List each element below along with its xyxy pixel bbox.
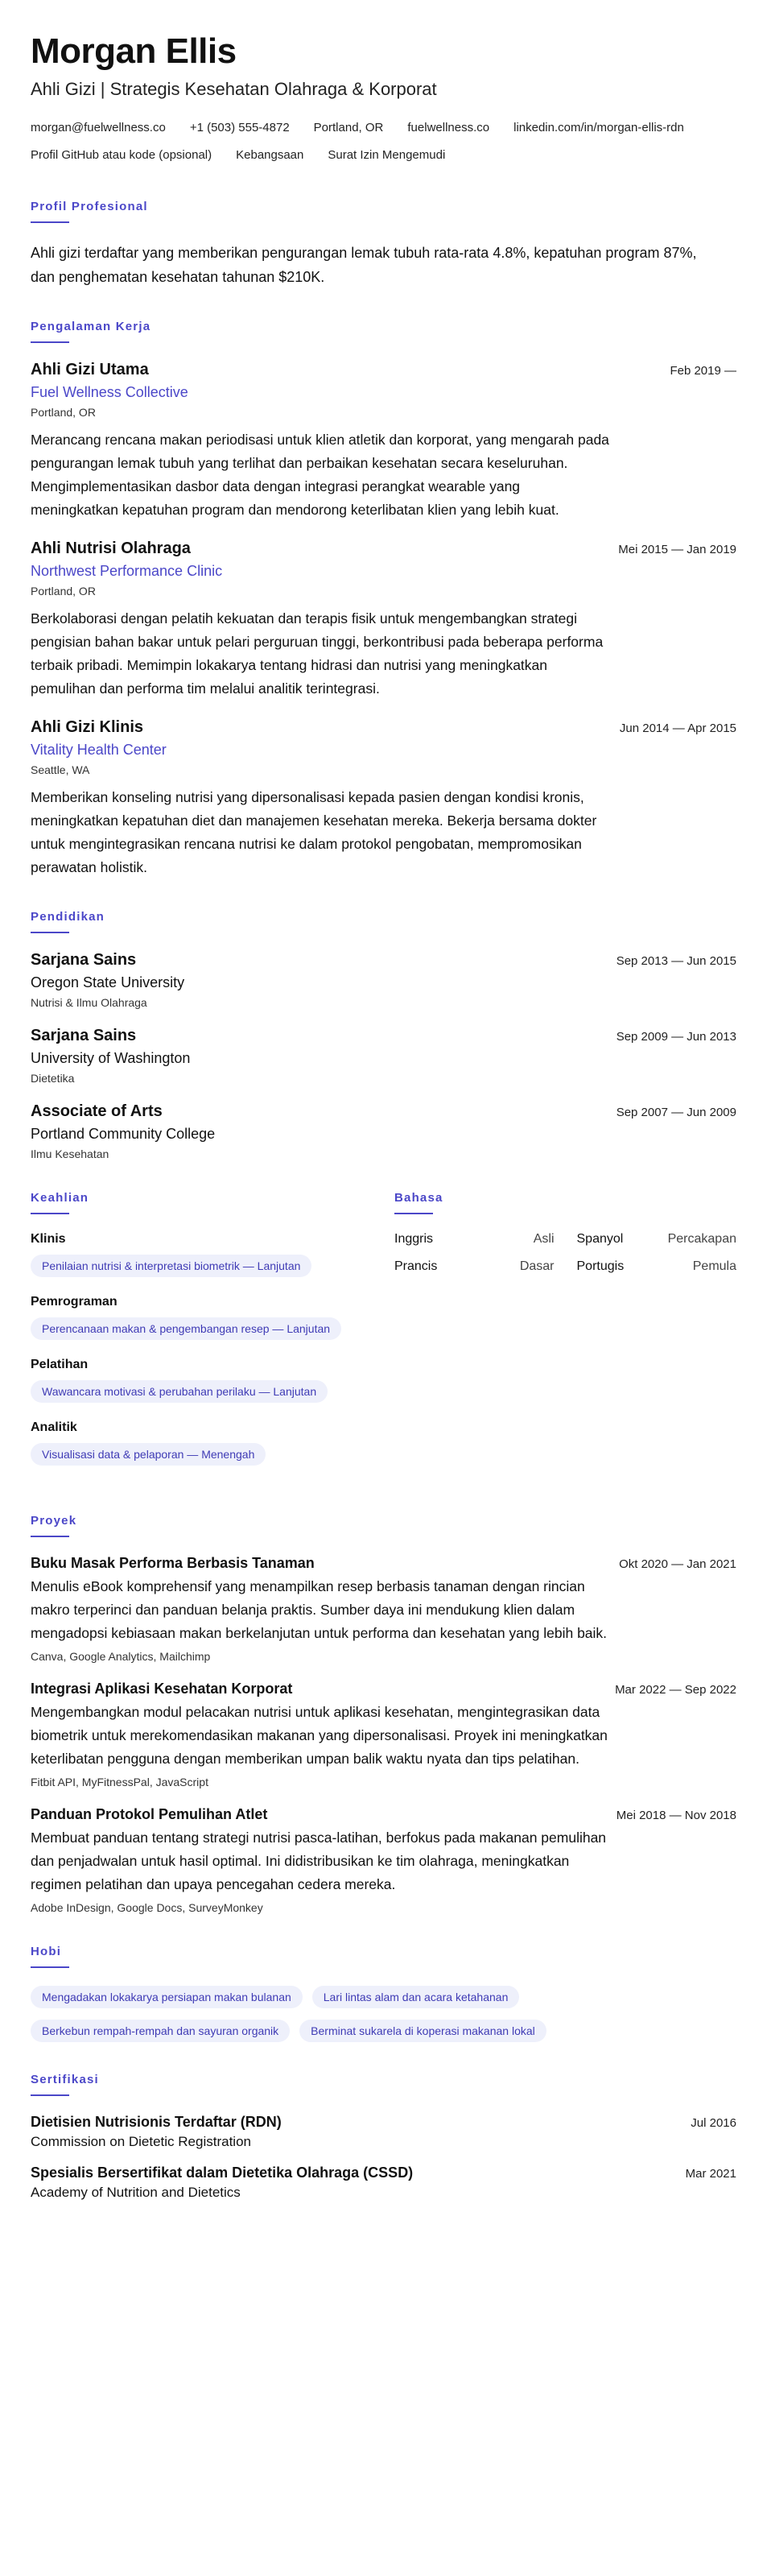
education-entry [31,951,736,1009]
section-skills-languages [31,1191,736,1483]
skill-group [31,1232,394,1277]
skill-tag: Penilaian nutrisi & interpretasi biometrik — Lanjutan [31,1255,311,1277]
section-hobbies [31,1945,736,2042]
section-title: Proyek [31,1514,77,1528]
skills-column [31,1191,394,1483]
hobby-tag: Mengadakan lokakarya persiapan makan bulanan [31,1986,303,2008]
project-name: Panduan Protokol Pemulihan Atlet [31,1806,268,1823]
job-date: Mei 2015 — Jan 2019 [618,543,736,557]
contact-email[interactable]: morgan@fuelwellness.co [31,121,166,135]
school-name: Portland Community College [31,1126,216,1143]
project-description: Menulis eBook komprehensif yang menampilkan resep berbasis tanaman dengan rincian makro terperinci dan panduan belanja praktis. Sumber daya ini mendukung klien dalam mengadopsi kebiasaan makan berkelanjutan untuk performa dan kesehatan yang lebih baik. [31,1578,608,1642]
section-divider [31,1213,69,1214]
education-date: Sep 2009 — Jun 2013 [616,1030,736,1044]
company-name: Fuel Wellness Collective [31,384,188,401]
section-title: Bahasa [394,1191,443,1205]
languages-column [394,1191,736,1483]
resume-header [31,32,736,169]
company-name: Vitality Health Center [31,742,167,759]
job-date: Jun 2014 — Apr 2015 [619,722,736,736]
skill-group-name: Analitik [31,1420,77,1435]
section-title: Pendidikan [31,910,105,924]
project-tech: Adobe InDesign, Google Docs, SurveyMonkey [31,1901,263,1915]
skill-tag: Visualisasi data & pelaporan — Menengah [31,1443,266,1466]
language-item [577,1259,737,1274]
language-name: Prancis [394,1259,438,1274]
job-title: Ahli Nutrisi Olahraga [31,540,191,558]
project-description: Membuat panduan tentang strategi nutrisi pasca-latihan, berfokus pada makanan pemulihan dan penjadwalan untuk hasil optimal. Ini didistribusikan ke tim olahraga, meningkatkan regimen pelatihan dan upaya pencegahan cedera mereka. [31,1830,607,1893]
section-divider [394,1213,433,1214]
job-title: Ahli Gizi Utama [31,361,149,379]
job-description: Merancang rencana makan periodisasi untuk klien atletik dan korporat, yang mengarah pada pengurangan lemak tubuh yang terlihat dan perbaikan kesehatan secara keseluruhan. Mengimplementasikan dasbor data dengan integrasi perangkat wearable yang meningkatkan kepatuhan program dan mendorong keterlibatan klien yang lebih kuat. [31,432,609,519]
section-experience [31,320,736,879]
skill-group-name: Klinis [31,1232,66,1247]
skill-group [31,1295,394,1340]
field-of-study: Ilmu Kesehatan [31,1147,109,1161]
certification-date: Jul 2016 [691,2116,736,2131]
project-tech: Fitbit API, MyFitnessPal, JavaScript [31,1776,208,1789]
project-tech: Canva, Google Analytics, Mailchimp [31,1650,211,1664]
skill-group-name: Pelatihan [31,1358,89,1372]
contact-license: Surat Izin Mengemudi [328,148,446,163]
skill-group [31,1358,394,1403]
language-item [577,1232,737,1247]
language-level: Dasar [519,1259,555,1274]
section-divider [31,341,69,343]
section-divider [31,1536,69,1537]
section-divider [31,932,69,933]
company-name: Northwest Performance Clinic [31,563,223,580]
language-level: Asli [533,1232,555,1247]
language-level: Pemula [692,1259,736,1274]
project-date: Mei 2018 — Nov 2018 [616,1809,736,1823]
project-entry [31,1555,736,1663]
skill-group-name: Pemrograman [31,1295,118,1309]
contact-website[interactable]: fuelwellness.co [407,121,490,135]
contact-github: Profil GitHub atau kode (opsional) [31,148,212,163]
job-title: Ahli Gizi Klinis [31,718,144,737]
section-title: Keahlian [31,1191,89,1205]
degree: Sarjana Sains [31,1027,137,1045]
section-title: Pengalaman Kerja [31,320,151,334]
project-date: Mar 2022 — Sep 2022 [615,1683,736,1697]
language-name: Portugis [576,1259,625,1274]
language-name: Spanyol [576,1232,624,1247]
job-description: Memberikan konseling nutrisi yang dipersonalisasi kepada pasien dengan kondisi kronis, meningkatkan kepatuhan diet dan manajemen kesehatan mereka. Bekerja bersama dokter untuk mengintegrasikan rencana nutrisi ke dalam protokol pengobatan, mempromosikan perawatan holistik. [31,789,597,876]
project-entry [31,1806,736,1914]
education-date: Sep 2007 — Jun 2009 [616,1106,736,1120]
language-list [394,1232,736,1274]
job-location: Portland, OR [31,585,96,598]
project-date: Okt 2020 — Jan 2021 [619,1557,736,1572]
certification-issuer: Academy of Nutrition and Dietetics [31,2185,241,2201]
certification-issuer: Commission on Dietetic Registration [31,2134,251,2150]
section-divider [31,221,69,223]
language-level: Percakapan [667,1232,736,1247]
certification-entry [31,2165,736,2201]
certification-entry [31,2114,736,2150]
job-location: Portland, OR [31,406,96,420]
education-entry [31,1027,736,1085]
language-name: Inggris [394,1232,434,1247]
section-title: Profil Profesional [31,200,148,214]
job-location: Seattle, WA [31,763,90,777]
certification-date: Mar 2021 [685,2167,736,2181]
candidate-headline: Ahli Gizi | Strategis Kesehatan Olahraga & Korporat [31,79,437,100]
language-item [394,1259,555,1274]
experience-entry [31,540,736,701]
hobby-tag: Berkebun rempah-rempah dan sayuran organik [31,2020,290,2042]
contact-phone[interactable]: +1 (503) 555-4872 [189,121,290,135]
skill-tag: Wawancara motivasi & perubahan perilaku — Lanjutan [31,1380,328,1403]
project-description: Mengembangkan modul pelacakan nutrisi untuk aplikasi kesehatan, mengintegrasikan data biometrik untuk merekomendasikan makanan yang dipersonalisasi. Proyek ini meningkatkan keterlibatan pengguna dengan memberikan umpan balik waktu nyata dan tips pelatihan. [31,1704,608,1768]
certification-name: Spesialis Bersertifikat dalam Dietetika Olahraga (CSSD) [31,2165,414,2181]
hobby-tag: Lari lintas alam dan acara ketahanan [312,1986,520,2008]
contact-info [31,114,736,169]
school-name: Oregon State University [31,974,185,991]
contact-linkedin[interactable]: linkedin.com/in/morgan-ellis-rdn [513,121,684,135]
experience-entry [31,361,736,522]
skill-tag: Perencanaan makan & pengembangan resep — Lanjutan [31,1317,341,1340]
degree: Sarjana Sains [31,951,137,970]
school-name: University of Washington [31,1050,191,1067]
section-divider [31,1966,69,1968]
education-entry [31,1102,736,1160]
section-title: Hobi [31,1945,62,1959]
section-projects [31,1514,736,1914]
project-name: Integrasi Aplikasi Kesehatan Korporat [31,1681,293,1697]
project-entry [31,1681,736,1788]
field-of-study: Dietetika [31,1072,75,1085]
skill-group [31,1420,394,1466]
hobby-tag: Berminat sukarela di koperasi makanan lokal [299,2020,546,2042]
field-of-study: Nutrisi & Ilmu Olahraga [31,996,147,1010]
section-education [31,910,736,1160]
education-date: Sep 2013 — Jun 2015 [616,954,736,969]
experience-entry [31,718,736,879]
job-date: Feb 2019 — [670,364,736,378]
contact-nationality: Kebangsaan [236,148,304,163]
job-description: Berkolaborasi dengan pelatih kekuatan dan terapis fisik untuk mengembangkan strategi pengisian bahan bakar untuk pelari perguruan tinggi, berkontribusi pada beberapa performa terbaik pribadi. Memimpin lokakarya tentang hidrasi dan nutrisi yang meningkatkan pemulihan dan performa tim melalui analitik terintegrasi. [31,610,604,697]
candidate-name: Morgan Ellis [31,31,237,71]
section-divider [31,2094,69,2096]
section-certifications [31,2073,736,2201]
section-summary [31,200,736,289]
project-name: Buku Masak Performa Berbasis Tanaman [31,1555,315,1572]
section-title: Sertifikasi [31,2073,99,2087]
contact-location: Portland, OR [313,121,384,135]
hobby-list [31,1986,642,2042]
certification-name: Dietisien Nutrisionis Terdaftar (RDN) [31,2114,282,2131]
summary-text: Ahli gizi terdaftar yang memberikan pengurangan lemak tubuh rata-rata 4.8%, kepatuhan program 87%, dan penghematan kesehatan tahunan $210K. [31,245,697,286]
degree: Associate of Arts [31,1102,163,1121]
language-item [394,1232,555,1247]
